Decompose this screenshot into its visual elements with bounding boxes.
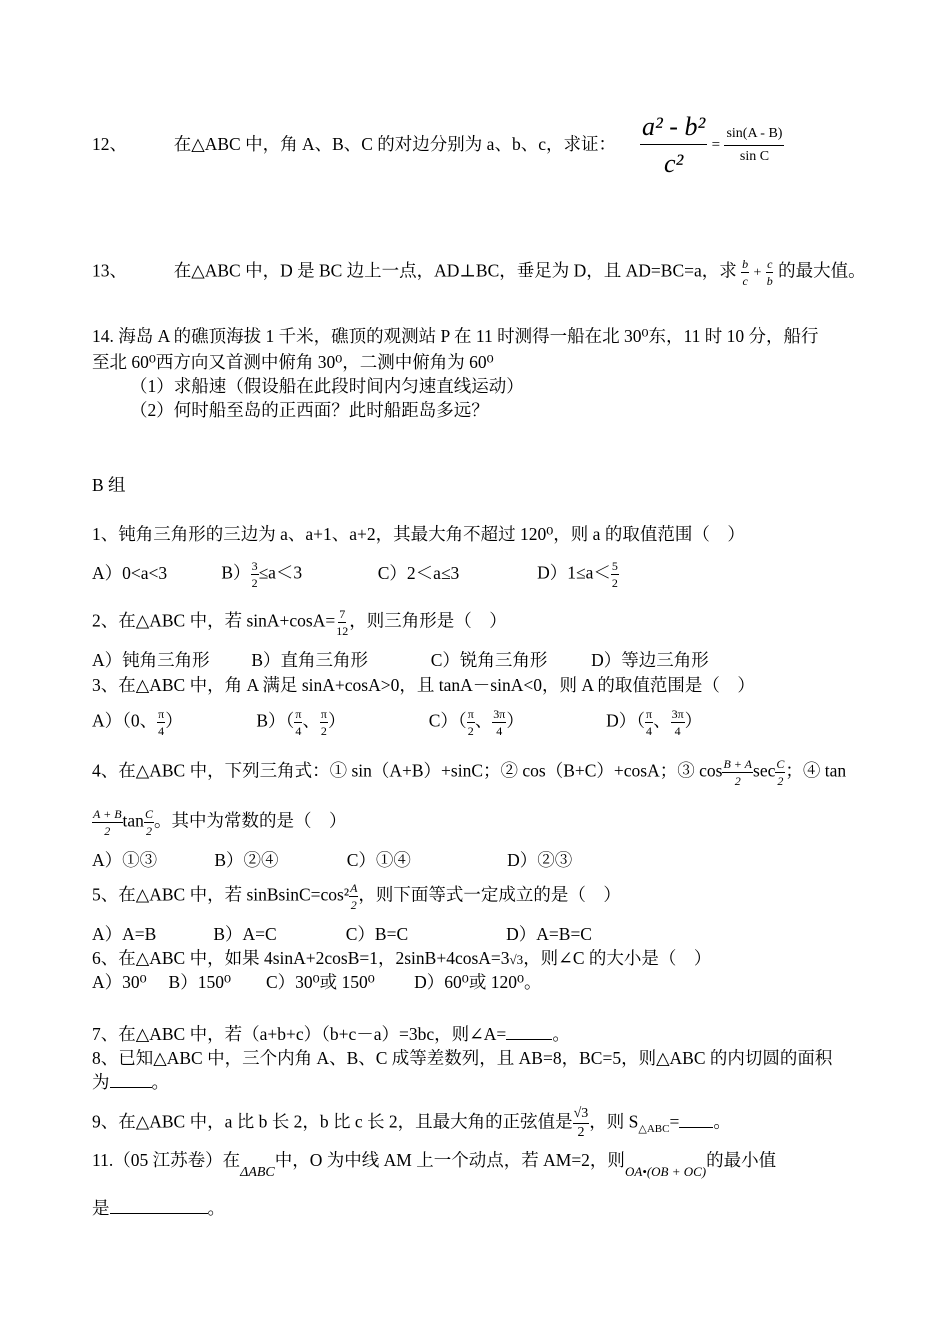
group-b-heading: B 组 (92, 475, 126, 495)
b2-option-b: B）直角三角形 (251, 650, 369, 670)
b1-option-a: A）0<a<3 (92, 562, 168, 583)
q12-rhs-num: sin(A - B) (724, 126, 784, 146)
q14-sub1: （1）求船速（假设船在此段时间内匀速直线运动） (130, 376, 524, 396)
b5-option-d: D）A=B=C (506, 924, 592, 944)
q14-sub2: （2）何时船至岛的正西面？此时船距岛多远？ (130, 400, 489, 420)
q12-line (92, 132, 616, 156)
b2-stem: 2、在△ABC 中，若 sinA+cosA= $\frac{7}{12}$ ，则三角形是（ ） (92, 607, 507, 638)
b1-stem: 1、钝角三角形的三边为 a、a+1、a+2，其最大角不超过 120⁰，则 a 的取值范围（ ） (92, 524, 745, 544)
b4-option-d: D）②③ (507, 850, 573, 870)
b8-line1: 8、已知△ABC 中，三个内角 A、B、C 成等差数列，且 AB=8，BC=5，则△ABC 的内切圆的面积 (92, 1048, 833, 1068)
q12-rhs-den: sin C (739, 149, 770, 164)
q14-line2: 至北 60⁰西方向又首测中俯角 30⁰，二测中俯角为 60⁰ (92, 352, 494, 372)
b4-line1: 4、在△ABC 中，下列三角式：① sin（A+B）+sinC；② cos（B+C）+cosA；③ cos $\frac{B + A}{2}$ sec $\frac{C}{2}$ ；④ tan (92, 757, 847, 788)
q13-fraction-b-over-c: $\frac{b}{c}$ (742, 257, 749, 288)
q13-tail: 的最大值。 (778, 260, 866, 281)
q12-lhs-num: a² - b² (640, 112, 707, 145)
b8-answer-blank[interactable] (110, 1071, 152, 1088)
b5-option-b: B）A=C (213, 924, 277, 944)
q13-number: 13、 (92, 260, 127, 281)
q12-number: 12、 (92, 134, 127, 154)
b4-option-a: A）①③ (92, 850, 158, 870)
b11-line1: 11.（05 江苏卷）在$_{\Delta ABC}$中，O 为中线 AM 上一个动点，若 AM=2，则$_{OA•(OB + OC)}$的最小值 (92, 1150, 777, 1180)
q13-fraction-c-over-b: $\frac{c}{b}$ (766, 257, 773, 288)
b3-stem: 3、在△ABC 中，角 A 满足 sinA+cosA>0，且 tanA－sinA<0，则 A 的取值范围是（ ） (92, 675, 755, 695)
b11-line2: 是 。 (92, 1198, 225, 1218)
q12-text: 在△ABC 中，角 A、B、C 的对边分别为 a、b、c，求证： (173, 134, 616, 154)
b6-options: A）30⁰ B）150⁰ C）30⁰或 150⁰ D）60⁰或 120⁰。 (92, 972, 542, 992)
b4-line2: $\frac{A + B}{2}$ tan $\frac{C}{2}$ 。其中为常数的是（ ） (93, 807, 347, 838)
b1-option-c: C）2＜a≤3 (377, 562, 460, 583)
b2-fraction: $\frac{7}{12}$ (336, 607, 349, 638)
b4-option-b: B）②④ (214, 850, 279, 870)
b3-option-d: D）（ $\frac{\pi}{4}$ 、 $\frac{3\pi}{4}$ ） (606, 707, 703, 738)
b4-frac-ba-2: $\frac{B + A}{2}$ (723, 757, 753, 788)
q12-formula (640, 112, 784, 179)
b2-options (92, 648, 709, 672)
b3-option-a: A）（0、 $\frac{\pi}{4}$ ） (92, 707, 183, 738)
b3-option-c: C）（ $\frac{\pi}{2}$ 、 $\frac{3\pi}{4}$ ） (428, 707, 524, 738)
b7-line: 7、在△ABC 中，若（a+b+c）（b+c－a）=3bc，则∠A= 。 (92, 1024, 570, 1044)
q13-text: 在△ABC 中，D 是 BC 边上一点，AD⊥BC，垂足为 D，且 AD=BC=a，求 (173, 260, 737, 281)
b7-answer-blank[interactable] (506, 1023, 552, 1040)
b3-option-b: B）（ $\frac{\pi}{4}$ 、 $\frac{\pi}{2}$ ） (256, 707, 346, 738)
b2-option-d: D）等边三角形 (591, 650, 709, 670)
b11-triangle: ΔABC (240, 1165, 275, 1180)
b8-line2: 为 。 (92, 1072, 169, 1092)
b1-option-d: D）1≤a＜ $\frac{5}{2}$ (537, 559, 618, 590)
b2-option-c: C）锐角三角形 (430, 650, 548, 670)
b4-options (92, 848, 572, 872)
b11-vector-expr: OA•(OB + OC) (624, 1164, 707, 1179)
b4-frac-ab-2: $\frac{A + B}{2}$ (93, 807, 122, 838)
b6-stem: 6、在△ABC 中，如果 4sinA+2cosB=1，2sinB+4cosA=3√3，则∠C 的大小是（ ） (92, 948, 712, 968)
b9-frac-sqrt3-2: $\frac{√3}{2}$ (573, 1106, 589, 1140)
b5-options (92, 922, 592, 946)
q12-lhs-den: c² (663, 149, 684, 178)
b3-options (92, 708, 702, 737)
b5-option-c: C）B=C (345, 924, 409, 944)
b5-option-a: A）A=B (92, 924, 157, 944)
b1-options (92, 560, 619, 589)
b11-answer-blank[interactable] (110, 1197, 208, 1214)
q13-line (92, 258, 866, 287)
b5-frac-a-2: $\frac{A}{2}$ (350, 881, 358, 912)
q12-equals: = (711, 137, 721, 153)
b2-option-a: A）钝角三角形 (92, 650, 210, 670)
b4-option-c: C）①④ (346, 850, 411, 870)
q14-line1: 14. 海岛 A 的礁顶海拔 1 千米，礁顶的观测站 P 在 11 时测得一船在北 30⁰东，11 时 10 分，船行 (92, 326, 819, 346)
q13-plus: + (753, 265, 762, 281)
b9-answer-blank[interactable] (679, 1111, 713, 1128)
b5-stem: 5、在△ABC 中，若 sinBsinC=cos² $\frac{A}{2}$ ，则下面等式一定成立的是（ ） (92, 881, 621, 912)
b1-option-b: B） $\frac{3}{2}$ ≤a＜3 (221, 559, 303, 590)
b9-line: 9、在△ABC 中，a 比 b 长 2，b 比 c 长 2，且最大角的正弦值是 $\frac{√3}{2}$ ，则 $S_{\triangle ABC}=$ 。 (92, 1106, 731, 1140)
